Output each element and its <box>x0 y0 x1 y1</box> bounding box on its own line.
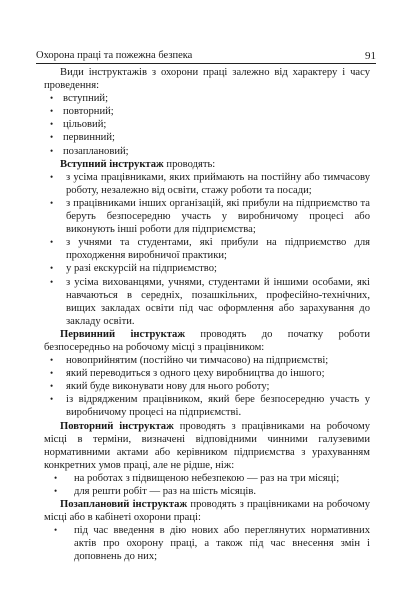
pozaplanovyi-text: проводять з працівниками на робочому місці або в кабінеті охорони праці: <box>44 499 370 524</box>
list-item: • який переводиться з одного цеху виробництва до іншого; <box>44 367 370 380</box>
page-body <box>44 66 370 564</box>
pozaplanovyi-paragraph <box>44 498 370 524</box>
pozaplanovyi-list <box>44 524 370 563</box>
vstupnyi-term: Вступний інструктаж <box>60 158 164 170</box>
vstupnyi-text: проводять: <box>163 158 216 170</box>
list-item: • первинний; <box>44 131 370 144</box>
header-rule <box>36 63 376 64</box>
pervynnyi-text: проводять до початку роботи безпосередньо на робочому місці з працівником: <box>44 328 370 353</box>
list-item: • для решти робіт — раз на шість місяців. <box>44 485 370 498</box>
pervynnyi-list <box>44 354 370 419</box>
page-number: 91 <box>365 50 376 62</box>
list-item: • цільовий; <box>44 118 370 131</box>
povtornyi-text: проводять з працівниками на робочому місці в терміни, визначені відповідними чинними галузевими нормативними актами або керівником підприємства з урахуванням конкретних умов праці, але не рідше, ніж: <box>44 420 370 471</box>
list-item: • у разі екскурсій на підприємство; <box>44 262 370 275</box>
list-item: • з учнями та студентами, які прибули на підприємство для проходження виробничої практики; <box>44 236 370 262</box>
list-item: • новоприйнятим (постійно чи тимчасово) на підприємстві; <box>44 354 370 367</box>
list-item: • з працівниками інших організацій, які прибули на підприємство та беруть безпосередню участь у виробничому процесі або виконують інші роботи для підприємства; <box>44 197 370 236</box>
list-item: • з усіма вихованцями, учнями, студентами й іншими особами, які навчаються в середніх, позашкільних, професійно-технічних, вищих закладах освіти під час оформлення або зарахування до закладу освіти. <box>44 276 370 328</box>
list-item: • на роботах з підвищеною небезпекою — раз на три місяці; <box>44 472 370 485</box>
list-item: • який буде виконувати нову для нього роботу; <box>44 380 370 393</box>
list-item: • вступний; <box>44 92 370 105</box>
header-title: Охорона праці та пожежна безпека <box>36 50 193 61</box>
pozaplanovyi-term: Позаплановий інструктаж <box>60 499 188 511</box>
povtornyi-term: Повторний інструктаж <box>60 420 174 432</box>
povtornyi-list <box>44 472 370 498</box>
list-item: • позаплановий; <box>44 145 370 158</box>
list-item: • повторний; <box>44 105 370 118</box>
pervynnyi-term: Первинний інструктаж <box>60 328 186 340</box>
instruction-types-list <box>44 92 370 157</box>
list-item: • під час введення в дію нових або переглянутих нормативних актів про охорону праці, а також під час внесення змін і доповнень до них; <box>44 524 370 563</box>
list-item: • з усіма працівниками, яких приймають на постійну або тимчасову роботу, незалежно від освіти, стажу роботи та посади; <box>44 171 370 197</box>
running-header <box>36 49 376 63</box>
povtornyi-paragraph <box>44 420 370 472</box>
intro-paragraph: Види інструктажів з охорони праці залежно від характеру і часу проведення: <box>44 67 370 92</box>
pervynnyi-paragraph <box>44 328 370 354</box>
vstupnyi-paragraph <box>44 158 370 171</box>
list-item: • із відрядженим працівником, який бере безпосередню участь у виробничому процесі на підприємстві. <box>44 393 370 419</box>
vstupnyi-list <box>44 171 370 328</box>
